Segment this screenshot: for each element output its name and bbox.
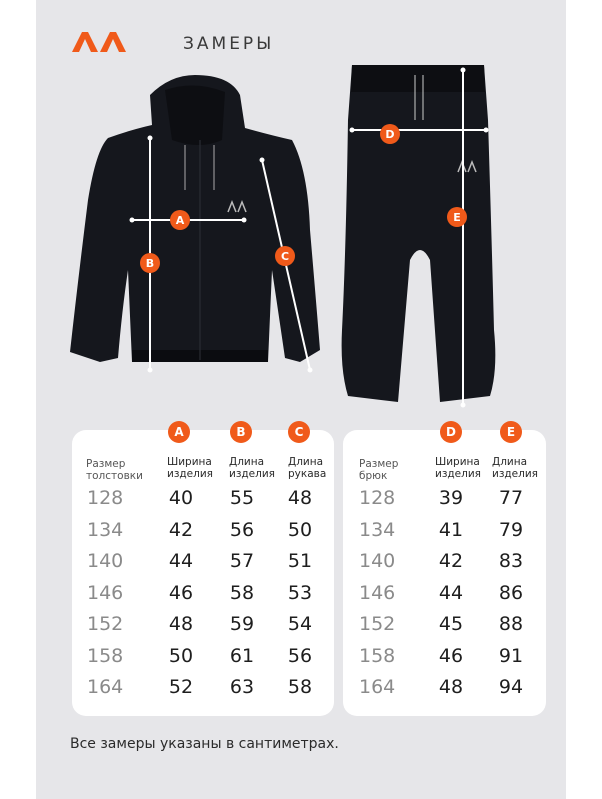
hoodie-cell-size: 140 [87, 550, 124, 572]
hoodie-cell-a: 46 [168, 581, 194, 604]
hoodie-cell-c: 50 [287, 518, 313, 541]
hoodie-badge-b: B [230, 421, 252, 443]
hoodie-header-b: Длина изделия [229, 456, 275, 480]
hoodie-header-c: Длина рукава [288, 456, 327, 480]
pants-header-e: Длина изделия [492, 456, 538, 480]
hoodie-cell-c: 51 [287, 550, 313, 572]
hoodie-badge-c: C [288, 421, 310, 443]
pants-cell-size: 164 [359, 676, 396, 698]
marker-c: C [275, 246, 295, 266]
hoodie-cell-size: 164 [87, 676, 124, 698]
hoodie-cell-b: 56 [229, 518, 255, 541]
pants-cell-size: 152 [359, 613, 396, 635]
hoodie-cell-a: 44 [168, 550, 194, 572]
pants-image [342, 65, 496, 402]
hoodie-cell-a: 50 [168, 644, 194, 667]
hoodie-cell-b: 57 [229, 550, 255, 572]
pants-cell-d: 45 [438, 613, 464, 635]
marker-d: D [380, 124, 400, 144]
hoodie-cell-size: 146 [87, 581, 124, 604]
pants-cell-d: 41 [438, 518, 464, 541]
hoodie-badge-a: A [168, 421, 190, 443]
hoodie-cell-b: 58 [229, 581, 255, 604]
page-title: ЗАМЕРЫ [183, 34, 275, 54]
marker-a: A [170, 210, 190, 230]
pants-cell-size: 158 [359, 644, 396, 667]
pants-badge-e: E [500, 421, 522, 443]
pants-cell-e: 88 [498, 613, 524, 635]
hoodie-cell-b: 63 [229, 676, 255, 698]
pants-cell-size: 134 [359, 518, 396, 541]
hoodie-cell-size: 152 [87, 613, 124, 635]
marker-e: E [447, 207, 467, 227]
hoodie-cell-b: 55 [229, 487, 255, 509]
hoodie-cell-a: 48 [168, 613, 194, 635]
pants-cell-d: 44 [438, 581, 464, 604]
hoodie-header-size: Размер толстовки [86, 458, 143, 482]
pants-cell-e: 83 [498, 550, 524, 572]
hoodie-cell-b: 59 [229, 613, 255, 635]
pants-cell-size: 146 [359, 581, 396, 604]
hoodie-cell-c: 58 [287, 676, 313, 698]
pants-cell-size: 140 [359, 550, 396, 572]
pants-cell-size: 128 [359, 487, 396, 509]
footnote: Все замеры указаны в сантиметрах. [70, 736, 339, 752]
pants-cell-e: 86 [498, 581, 524, 604]
hoodie-image [70, 75, 320, 362]
hoodie-cell-size: 128 [87, 487, 124, 509]
pants-cell-e: 77 [498, 487, 524, 509]
hoodie-cell-size: 158 [87, 644, 124, 667]
pants-cell-e: 94 [498, 676, 524, 698]
hoodie-cell-c: 56 [287, 644, 313, 667]
hoodie-cell-a: 52 [168, 676, 194, 698]
brand-logo-icon [72, 32, 126, 52]
hoodie-cell-c: 53 [287, 581, 313, 604]
pants-cell-d: 42 [438, 550, 464, 572]
pants-header-d: Ширина изделия [435, 456, 481, 480]
hoodie-cell-size: 134 [87, 518, 124, 541]
hoodie-header-a: Ширина изделия [167, 456, 213, 480]
hoodie-cell-c: 48 [287, 487, 313, 509]
garments-illustration [60, 60, 540, 420]
pants-cell-e: 91 [498, 644, 524, 667]
pants-badge-d: D [440, 421, 462, 443]
pants-cell-d: 48 [438, 676, 464, 698]
pants-cell-d: 39 [438, 487, 464, 509]
hoodie-cell-a: 42 [168, 518, 194, 541]
hoodie-cell-b: 61 [229, 644, 255, 667]
pants-cell-e: 79 [498, 518, 524, 541]
marker-b: B [140, 253, 160, 273]
pants-header-size: Размер брюк [359, 458, 399, 482]
pants-cell-d: 46 [438, 644, 464, 667]
hoodie-cell-c: 54 [287, 613, 313, 635]
hoodie-cell-a: 40 [168, 487, 194, 509]
